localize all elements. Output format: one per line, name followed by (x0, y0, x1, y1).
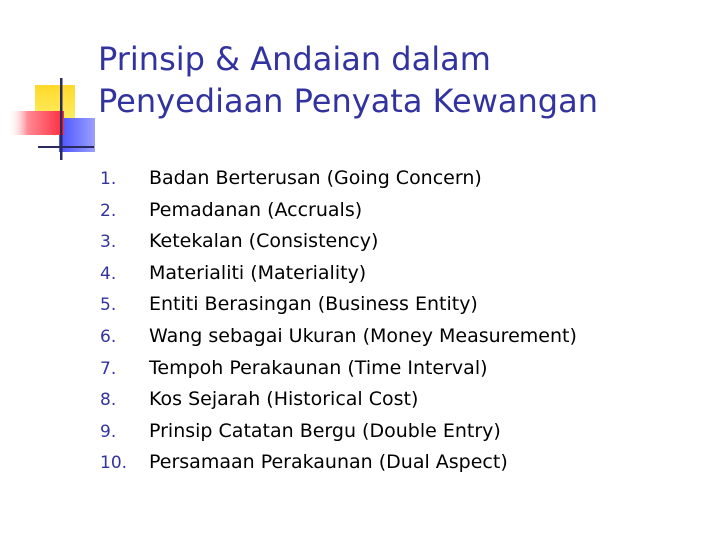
list-item (100, 416, 577, 448)
item-number: 2. (100, 200, 117, 221)
item-text: Pemadanan (Accruals) (149, 198, 363, 221)
title-line-1: Prinsip & Andaian dalam (98, 40, 491, 78)
list-item (100, 321, 577, 353)
slide-title (98, 38, 698, 122)
item-number: 7. (100, 358, 117, 379)
list-item (100, 258, 577, 290)
item-text: Kos Sejarah (Historical Cost) (149, 388, 419, 411)
item-text: Ketekalan (Consistency) (149, 230, 379, 253)
item-text: Persamaan Perakaunan (Dual Aspect) (149, 451, 508, 474)
item-number: 9. (100, 421, 117, 442)
item-text: Materialiti (Materiality) (149, 261, 367, 284)
item-number: 3. (100, 232, 117, 253)
item-text: Entiti Berasingan (Business Entity) (149, 293, 478, 316)
list-item (100, 353, 577, 385)
item-text: Tempoh Perakaunan (Time Interval) (149, 356, 488, 379)
principles-list (100, 163, 577, 479)
item-number: 10. (100, 453, 128, 474)
list-item (100, 384, 577, 416)
item-number: 4. (100, 263, 117, 284)
list-item (100, 195, 577, 227)
item-number: 6. (100, 326, 117, 347)
title-line-2: Penyediaan Penyata Kewangan (98, 82, 598, 120)
item-text: Prinsip Catatan Bergu (Double Entry) (149, 419, 501, 442)
list-item (100, 289, 577, 321)
corner-decoration-icon (0, 0, 110, 170)
list-item (100, 163, 577, 195)
list-item (100, 226, 577, 258)
item-text: Wang sebagai Ukuran (Money Measurement) (149, 324, 577, 347)
item-number: 1. (100, 169, 117, 189)
item-number: 8. (100, 390, 117, 411)
item-number: 5. (100, 295, 117, 316)
item-text: Badan Berterusan (Going Concern) (149, 167, 482, 189)
list-item (100, 447, 577, 479)
